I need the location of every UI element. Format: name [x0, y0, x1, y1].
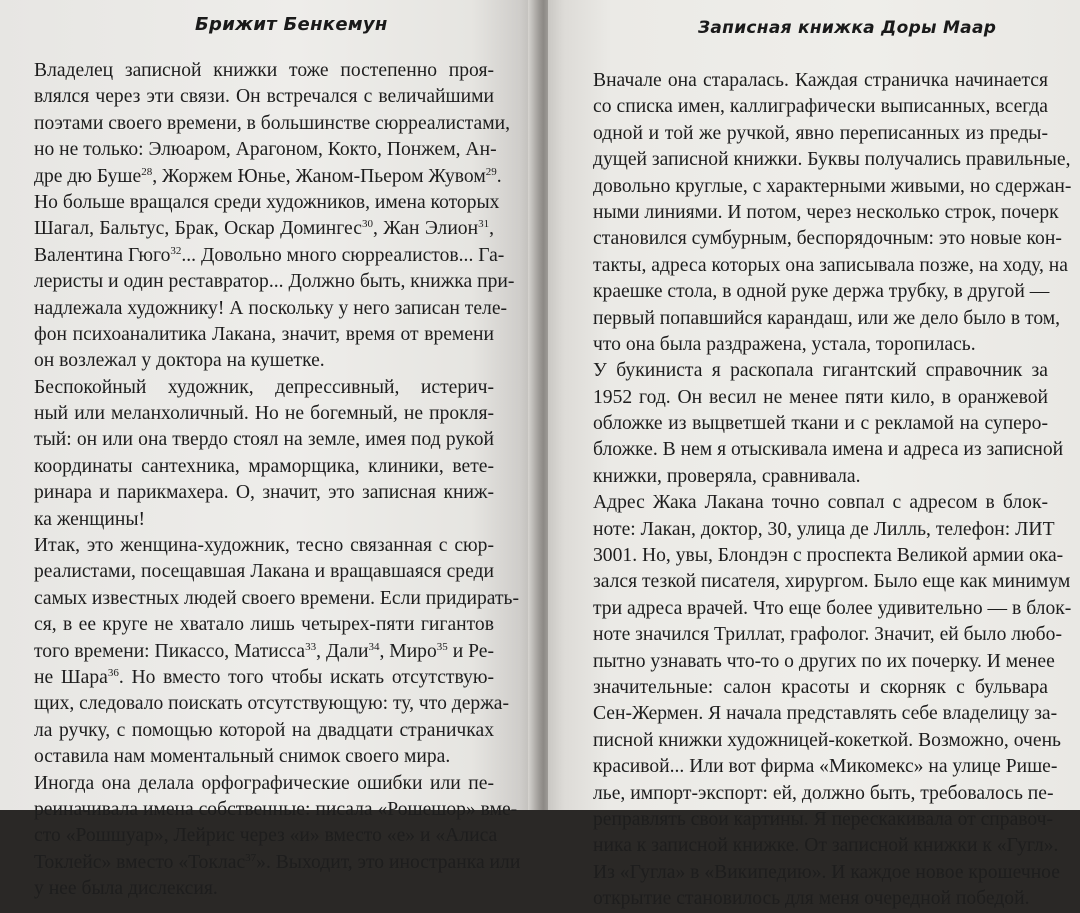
text-line: [593, 701, 1058, 727]
text-line: [593, 649, 1055, 675]
left-page-text: [34, 58, 521, 903]
text-segment: щих, следовало поискать отсутствующую: ту, что держа-: [34, 693, 509, 715]
text-segment: ника к записной книжке. От записной книжки к «Гугл».: [593, 835, 1059, 857]
text-line: [593, 279, 1048, 305]
text-segment: Сен-Жермен. Я начала представлять себе владелицу за-: [593, 703, 1058, 725]
text-segment: становился сумбурным, беспорядочным: это новые кон-: [593, 228, 1062, 250]
text-line: [34, 612, 494, 638]
text-line: [593, 121, 1048, 147]
text-line: [593, 569, 1071, 595]
text-segment: значительные: салон красоты и скорняк с бульвара: [593, 676, 1048, 698]
text-line: [34, 190, 500, 216]
text-line: [593, 332, 1048, 358]
text-segment: реиначивала имена собственные: писала «Рошешор» вме-: [34, 798, 518, 820]
text-segment: что она была раздражена, устала, торопилась.: [593, 333, 976, 355]
text-segment: ными линиями. И потом, через несколько строк, почерк: [593, 201, 1059, 223]
text-segment: Владелец записной книжки тоже постепенно проя-: [34, 60, 494, 81]
text-segment: не Шара: [34, 666, 108, 688]
text-segment: со списка имен, каллиграфически выписанных, всегда: [593, 96, 1048, 118]
text-line: [34, 718, 494, 744]
text-line: [34, 665, 494, 691]
text-segment: ринара и парикмахера. О, значит, это записная книж-: [34, 482, 494, 504]
text-line: [34, 216, 494, 242]
text-segment: фон психоаналитика Лакана, значит, время от времени: [34, 323, 494, 345]
text-line: [34, 348, 494, 374]
text-line: [593, 306, 1061, 332]
text-segment: краешке стола, в одной руке держа трубку, в другой —: [593, 281, 1050, 303]
text-line: [593, 200, 1059, 226]
text-segment: Валентина Гюго: [34, 244, 171, 266]
text-segment: Итак, это женщина-художник, тесно связанная с сюр-: [34, 535, 494, 557]
text-line: [34, 111, 511, 137]
text-segment: три адреса врачей. Что еще более удивительно — в блок-: [593, 597, 1072, 619]
text-segment: У букиниста я раскопала гигантский справочник за: [593, 360, 1048, 382]
text-segment: лье, импорт-экспорт: ей, должно быть, требовалось пе-: [593, 782, 1054, 804]
footnote-marker: 35: [436, 640, 448, 653]
text-segment: реправлять свои картины. Я перескакивала от справоч-: [593, 808, 1054, 830]
text-line: [34, 691, 509, 717]
text-line: [34, 164, 502, 190]
text-segment: , Дали: [316, 640, 369, 662]
text-segment: леристы и один реставратор... Должно быть, книжка при-: [34, 271, 515, 293]
right-page-text: [593, 68, 1072, 913]
text-segment: довольно круглые, с характерными живыми, но сдержан-: [593, 175, 1072, 197]
text-segment: поэтами своего времени, в большинстве сюрреалистами,: [34, 112, 511, 134]
text-line: [34, 296, 508, 322]
text-line: [593, 385, 1048, 411]
text-segment: дущей записной книжки. Буквы получались правильные,: [593, 149, 1071, 171]
footnote-marker: 32: [170, 244, 182, 257]
text-segment: дре дю Буше: [34, 165, 142, 187]
text-segment: пытно узнавать что-то о других по их почерку. И менее: [593, 650, 1055, 672]
text-segment: книжки, проверяла, сравнивала.: [593, 465, 861, 487]
footnote-marker: 28: [141, 165, 153, 178]
text-line: [593, 754, 1058, 780]
text-line: [34, 771, 494, 797]
footnote-marker: 30: [361, 218, 373, 231]
text-segment: надлежала художнику! А поскольку у него записан теле-: [34, 297, 508, 319]
text-line: [593, 174, 1072, 200]
text-segment: . Но вместо того чтобы искать отсутствую-: [118, 666, 494, 688]
text-line: [34, 454, 494, 480]
text-line: [593, 833, 1059, 859]
text-line: [593, 886, 1048, 912]
text-segment: координаты сантехника, мраморщика, клиники, вете-: [34, 455, 494, 477]
text-segment: влялся через эти связи. Он встречался с величайшими: [34, 86, 494, 108]
footnote-marker: 31: [478, 218, 490, 231]
text-segment: бложке. В нем я отыскивала имена и адреса из записной: [593, 439, 1064, 461]
text-segment: у нее была дислексия.: [34, 878, 218, 900]
text-line: [34, 586, 519, 612]
text-segment: и Ре-: [447, 640, 494, 662]
text-segment: , Жоржем Юнье, Жаном-Пьером Жувом: [152, 165, 486, 187]
text-line: [34, 533, 494, 559]
text-segment: зался тезкой писателя, хирургом. Было еще как минимум: [593, 571, 1071, 593]
footnote-marker: 29: [485, 165, 497, 178]
text-segment: ся, в ее круге не хватало лишь четырех-пяти гигантов: [34, 614, 494, 636]
text-line: [34, 744, 494, 770]
text-segment: Беспокойный художник, депрессивный, истерич-: [34, 376, 494, 398]
text-line: [34, 322, 494, 348]
text-line: [593, 411, 1048, 437]
text-segment: открытие становилось для меня очередной победой.: [593, 888, 1030, 910]
text-line: [593, 596, 1072, 622]
text-line: [34, 797, 518, 823]
text-line: [34, 84, 494, 110]
text-segment: Токлейс» вместо «Токлас: [34, 851, 246, 873]
text-segment: , Жан Элион: [372, 218, 479, 240]
text-line: [34, 480, 494, 506]
text-segment: .: [496, 165, 502, 187]
text-segment: того времени: Пикассо, Матисса: [34, 640, 306, 662]
footnote-marker: 34: [368, 640, 380, 653]
text-line: [593, 728, 1061, 754]
text-line: [593, 781, 1054, 807]
text-line: [593, 807, 1054, 833]
text-line: [593, 437, 1064, 463]
text-line: [34, 639, 494, 665]
text-line: [593, 543, 1064, 569]
text-line: [593, 226, 1062, 252]
footnote-marker: 33: [305, 640, 317, 653]
text-segment: 3001. Но, увы, Блондэн с проспекта Великой армии ока-: [593, 545, 1064, 567]
text-line: [34, 58, 494, 84]
text-line: [34, 559, 494, 585]
text-segment: , Миро: [379, 640, 437, 662]
text-line: [34, 876, 494, 902]
text-segment: первый попавшийся карандаш, или же дело было в том,: [593, 307, 1061, 329]
text-segment: сто «Рошшуар», Лейрис через «и» вместо «е» и «Алиса: [34, 825, 498, 847]
text-line: [34, 850, 521, 876]
text-segment: Но больше вращался среди художников, имена которых: [34, 191, 500, 213]
text-segment: ,: [489, 218, 494, 240]
text-line: [34, 243, 505, 269]
text-segment: 1952 год. Он весил не менее пяти кило, в оранжевой: [593, 386, 1048, 408]
text-line: [34, 401, 494, 427]
text-segment: ла ручку, с помощью которой на двадцати страничках: [34, 719, 494, 741]
footnote-marker: 37: [245, 851, 257, 864]
footnote-marker: 36: [107, 666, 119, 679]
text-line: [593, 94, 1048, 120]
text-segment: самых известных людей своего времени. Если придирать-: [34, 587, 519, 609]
text-line: [34, 507, 494, 533]
text-line: [34, 137, 497, 163]
text-line: [593, 253, 1068, 279]
text-line: [34, 427, 494, 453]
left-page-header: Брижит Бенкемун: [195, 14, 388, 35]
text-segment: Вначале она старалась. Каждая страничка начинается: [593, 70, 1048, 91]
text-segment: ». Выходит, это иностранка или: [256, 851, 521, 873]
text-segment: реалистами, посещавшая Лакана и вращавшаяся среди: [34, 561, 494, 583]
text-segment: Адрес Жака Лакана точно совпал с адресом в блок-: [593, 492, 1048, 514]
text-line: [34, 823, 498, 849]
text-segment: ... Довольно много сюрреалистов... Га-: [181, 244, 505, 266]
text-line: [34, 375, 494, 401]
text-segment: оставила нам моментальный снимок своего мира.: [34, 746, 451, 768]
right-page: [548, 0, 1080, 910]
text-segment: он возлежал у доктора на кушетке.: [34, 350, 325, 372]
text-segment: ка женщины!: [34, 508, 146, 530]
text-line: [593, 358, 1048, 384]
text-line: [593, 517, 1055, 543]
text-segment: ноте: Лакан, доктор, 30, улица де Лилль, телефон: ЛИТ: [593, 518, 1055, 540]
text-line: [34, 269, 515, 295]
text-line: [593, 490, 1048, 516]
text-line: [593, 147, 1071, 173]
text-segment: писной книжки художницей-кокеткой. Возможно, очень: [593, 729, 1061, 751]
text-segment: но не только: Элюаром, Арагоном, Кокто, Понжем, Ан-: [34, 139, 497, 161]
text-segment: Шагал, Бальтус, Брак, Оскар Домингес: [34, 218, 362, 240]
text-line: [593, 464, 1048, 490]
right-page-header: Записная книжка Доры Маар: [698, 18, 997, 38]
text-line: [593, 622, 1062, 648]
text-segment: красивой... Или вот фирма «Микомекс» на улице Рише-: [593, 756, 1058, 778]
text-segment: Иногда она делала орфографические ошибки или пе-: [34, 772, 494, 794]
text-segment: ный или меланхоличный. Но не богемный, не прокля-: [34, 403, 494, 425]
text-segment: Из «Гугла» в «Википедию». И каждое новое крошечное: [593, 861, 1060, 883]
text-line: [593, 860, 1060, 886]
text-segment: ноте значился Триллат, графолог. Значит, ей было любо-: [593, 624, 1062, 646]
text-segment: обложке из выцветшей ткани и с рекламой на суперо-: [593, 413, 1048, 435]
text-segment: такты, адреса которых она записывала позже, на ходу, на: [593, 254, 1068, 276]
left-page: [0, 0, 536, 900]
text-line: [593, 675, 1048, 701]
text-segment: тый: он или она твердо стоял на земле, имея под рукой: [34, 429, 494, 451]
text-segment: одной и той же ручкой, явно переписанных из преды-: [593, 122, 1048, 144]
text-line: [593, 68, 1048, 94]
